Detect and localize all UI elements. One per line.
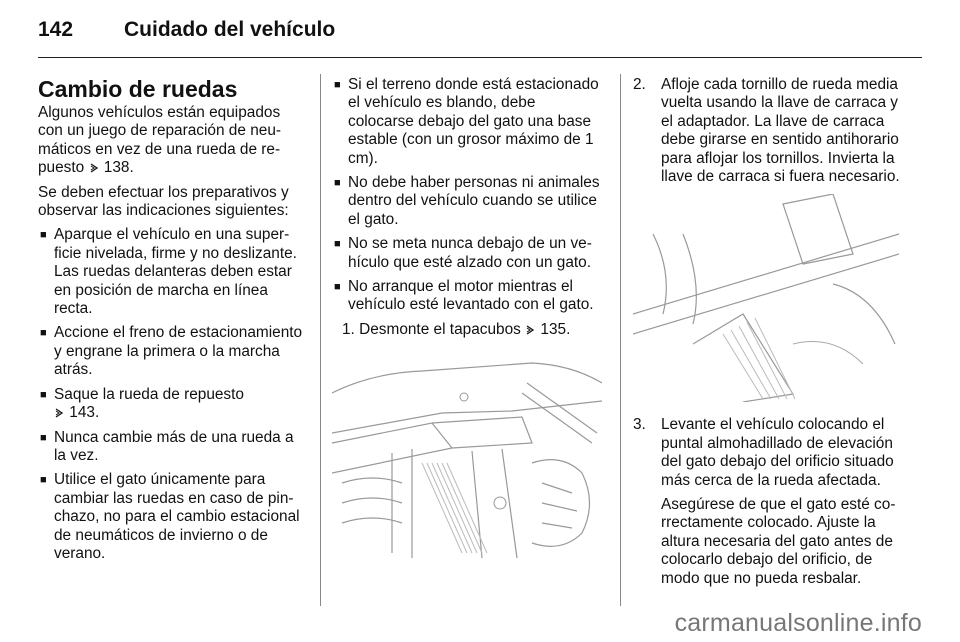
steps-list-continued xyxy=(633,416,905,490)
hubcap-removal-illustration xyxy=(332,353,602,561)
list-item: ■ Accione el freno de estacionamiento y engrane la primera o la marcha atrás. xyxy=(38,324,304,379)
step-1: 1. Desmonte el tapacubos 135. xyxy=(342,320,571,338)
list-item: ■ Si el terreno donde está estacionado el vehículo es blando, debe colocarse debajo del gato una base estable (con un grosor máximo de 1 cm). xyxy=(332,76,605,168)
page-header xyxy=(38,18,335,48)
list-item: ■ No se meta nunca debajo de un vehículo que esté alzado con un gato. xyxy=(332,235,605,272)
page-number: 142 xyxy=(38,18,74,41)
column-divider xyxy=(320,74,321,606)
page-reference-link[interactable]: 135. xyxy=(540,320,571,338)
step-3-note: Asegúrese de que el gato esté correctamente colocado. Ajuste la altura necesaria del gato antes de colocarlo debajo del orificio, de modo que no pueda resbalar. xyxy=(661,496,896,587)
intro-paragraph: Algunos vehículos están equipados con un juego de reparación de neumáticos en vez de una rueda de repuesto 138. xyxy=(38,104,282,177)
page-reference-link[interactable]: 143. xyxy=(69,404,100,422)
step-3: 3. Levante el vehículo colocando el puntal almohadillado de elevación del gato debajo del orificio situado más cerca de la rueda afectada. xyxy=(633,416,894,489)
preparation-list xyxy=(38,226,304,563)
list-item: ■ No debe haber personas ni animales dentro del vehículo cuando se utilice el gato. xyxy=(332,174,605,229)
section-heading: Cambio de ruedas xyxy=(38,76,238,102)
wheel-bolt-illustration xyxy=(633,194,899,402)
list-item: ■ No arranque el motor mientras el vehículo esté levantado con el gato. xyxy=(332,278,605,315)
column-divider xyxy=(620,74,621,606)
header-rule xyxy=(38,57,922,58)
preparation-paragraph: Se deben efectuar los preparativos y observar las indicaciones siguientes: xyxy=(38,183,289,220)
watermark: carmanualsonline.info xyxy=(674,609,922,637)
column-1 xyxy=(38,76,304,569)
cross-reference-icon xyxy=(526,325,535,335)
list-item: ■ Aparque el vehículo en una superficie nivelada, firme y no deslizante. Las ruedas delanteras deben estar en posición de marcha en línea recta. xyxy=(38,226,304,318)
column-3 xyxy=(633,76,905,594)
list-item: ■ Saque la rueda de repuesto 143. xyxy=(38,386,304,423)
steps-list xyxy=(633,76,905,186)
page-reference-link[interactable]: 138. xyxy=(103,159,134,177)
column-2 xyxy=(332,76,605,561)
list-item: ■ Nunca cambie más de una rueda a la vez. xyxy=(38,429,304,466)
step-2: 2. Afloje cada tornillo de rueda media vuelta usando la llave de carraca y el adaptador. La llave de carraca debe girarse en sentido antihorario para aflojar los tornillos. Invierta la llave de carraca si fuera necesario. xyxy=(633,76,900,186)
list-item: ■ Utilice el gato únicamente para cambiar las ruedas en caso de pinchazo, no para el cambio estacional de neumáticos de invierno o de verano. xyxy=(38,471,304,563)
cross-reference-icon xyxy=(90,163,99,173)
safety-list xyxy=(332,76,605,315)
page-title: Cuidado del vehículo xyxy=(124,18,336,41)
cross-reference-icon xyxy=(55,408,64,418)
